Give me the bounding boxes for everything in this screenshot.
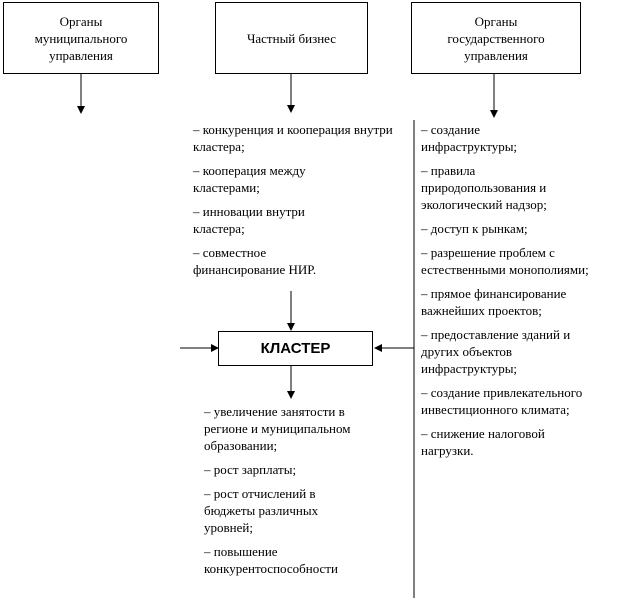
business-label: Частный бизнес xyxy=(246,30,337,46)
list-item: – прямое финансирование важнейших проектов; xyxy=(421,286,567,318)
list-item: – доступ к рынкам; xyxy=(421,221,528,236)
list-item: – снижение налоговой нагрузки. xyxy=(421,426,545,458)
list-item: – рост зарплаты; xyxy=(204,462,297,477)
list-item: – правила природопользования и экологический надзор; xyxy=(421,163,547,212)
business-factors-list xyxy=(193,121,393,285)
state-label: Органы государственного управления xyxy=(447,13,545,63)
list-item: – разрешение проблем с естественными монополиями; xyxy=(421,245,589,277)
municipal-box xyxy=(3,2,159,74)
list-item: – конкуренция и кооперация внутри кластера; xyxy=(193,122,393,154)
list-item: – создание привлекательного инвестиционного климата; xyxy=(421,385,583,417)
state-factors-list xyxy=(421,121,611,466)
list-item: – увеличение занятости в регионе и муниципальном образовании; xyxy=(204,404,351,453)
list-item: – предоставление зданий и других объектов инфраструктуры; xyxy=(421,327,571,376)
municipal-label: Органы муниципального управления xyxy=(34,13,128,63)
business-box xyxy=(215,2,368,74)
list-item: – кооперация между кластерами; xyxy=(193,163,306,195)
list-item: – повышение конкурентоспособности xyxy=(204,544,338,576)
state-box xyxy=(411,2,581,74)
list-item: – совместное финансирование НИР. xyxy=(193,245,317,277)
list-item: – создание инфраструктуры; xyxy=(421,122,518,154)
cluster-results-list xyxy=(204,403,384,584)
list-item: – инновации внутри кластера; xyxy=(193,204,305,236)
cluster-box xyxy=(218,331,373,366)
cluster-label: КЛАСТЕР xyxy=(260,340,331,357)
list-item: – рост отчислений в бюджеты различных уровней; xyxy=(204,486,319,535)
